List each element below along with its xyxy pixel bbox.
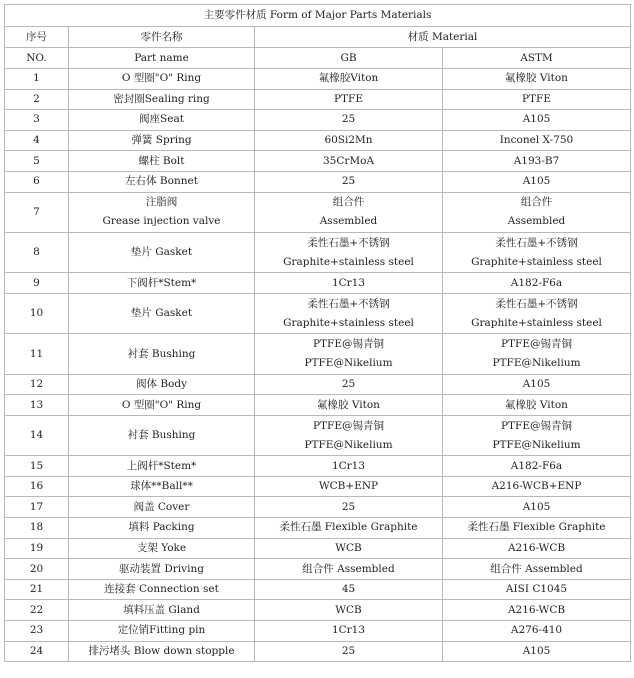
gb-material-cell [255, 89, 443, 110]
row-number: 3 [5, 110, 69, 131]
gb-material-cell [255, 538, 443, 559]
gb-material-cell [255, 151, 443, 172]
gb-material-cell [255, 130, 443, 151]
row-number: 13 [5, 395, 69, 416]
astm-material-cell [443, 415, 631, 455]
header-gb: GB [255, 48, 443, 69]
gb-material-cell [255, 600, 443, 621]
gb-material-text: Graphite+stainless steel [283, 316, 414, 329]
astm-material-text: 氟橡胶 Viton [505, 398, 568, 411]
part-name-cell [69, 334, 255, 374]
astm-material-text: Graphite+stainless steel [471, 316, 602, 329]
astm-material-cell [443, 621, 631, 642]
gb-material-cell [255, 293, 443, 333]
gb-material-text: 柔性石墨+不锈钢 [307, 236, 390, 249]
astm-material-cell [443, 232, 631, 272]
gb-material-cell [255, 456, 443, 477]
row-number: 10 [5, 293, 69, 333]
row-number: 14 [5, 415, 69, 455]
gb-material-text: PTFE@锡青铜 [312, 419, 385, 432]
part-name-text: 螺柱 Bolt [138, 154, 185, 167]
row-number: 4 [5, 130, 69, 151]
gb-material-text: 组合件 [332, 196, 365, 209]
part-name-cell [69, 621, 255, 642]
gb-material-text: 氟橡胶 Viton [317, 398, 380, 411]
astm-material-text: A276-410 [510, 624, 563, 637]
gb-material-text: PTFE [333, 92, 364, 105]
gb-material-text: WCB [335, 603, 362, 616]
header-no-en: NO. [5, 48, 69, 69]
table-row [5, 374, 631, 395]
header-part-cn: 零件名称 [69, 27, 255, 48]
astm-material-text: PTFE@Nikelium [492, 438, 581, 451]
astm-material-text: A216-WCB [507, 541, 566, 554]
table-row [5, 559, 631, 580]
astm-material-cell [443, 151, 631, 172]
astm-material-cell [443, 374, 631, 395]
astm-material-text: Assembled [507, 215, 566, 228]
astm-material-text: A105 [522, 175, 551, 188]
part-name-cell [69, 232, 255, 272]
table-row [5, 579, 631, 600]
part-name-text: O 型圈"O" Ring [121, 72, 202, 85]
astm-material-cell [443, 497, 631, 518]
gb-material-cell [255, 334, 443, 374]
table-row [5, 89, 631, 110]
astm-material-cell [443, 89, 631, 110]
astm-material-text: 组合件 Assembled [490, 562, 583, 575]
gb-material-text: PTFE@锡青铜 [312, 338, 385, 351]
part-name-text: 下阀杆*Stem* [126, 276, 197, 289]
astm-material-text: A105 [522, 500, 551, 513]
astm-material-text: A105 [522, 378, 551, 391]
materials-table [4, 4, 631, 662]
astm-material-text: A182-F6a [510, 276, 563, 289]
row-number: 2 [5, 89, 69, 110]
gb-material-text: Graphite+stainless steel [283, 255, 414, 268]
part-name-cell [69, 69, 255, 90]
table-row [5, 456, 631, 477]
astm-material-text: A216-WCB+ENP [491, 480, 582, 493]
table-row [5, 130, 631, 151]
astm-material-text: 柔性石墨+不锈钢 [495, 236, 578, 249]
gb-material-text: 柔性石墨+不锈钢 [307, 297, 390, 310]
table-row [5, 621, 631, 642]
table-row [5, 273, 631, 294]
header-astm: ASTM [443, 48, 631, 69]
gb-material-text: 1Cr13 [331, 459, 366, 472]
row-number: 6 [5, 171, 69, 192]
astm-material-cell [443, 293, 631, 333]
row-number: 21 [5, 579, 69, 600]
part-name-text: 注脂阀 [145, 196, 178, 209]
row-number: 18 [5, 518, 69, 539]
table-row [5, 395, 631, 416]
part-name-cell [69, 518, 255, 539]
gb-material-text: 45 [341, 583, 356, 596]
part-name-text: 阀座Seat [139, 113, 184, 126]
gb-material-cell [255, 374, 443, 395]
part-name-cell [69, 273, 255, 294]
part-name-text: Grease injection valve [102, 215, 221, 228]
row-number: 5 [5, 151, 69, 172]
row-number: 8 [5, 232, 69, 272]
astm-material-text: A216-WCB [507, 603, 566, 616]
astm-material-text: A193-B7 [513, 154, 560, 167]
part-name-text: O 型圈"O" Ring [121, 398, 202, 411]
gb-material-text: 1Cr13 [331, 624, 366, 637]
astm-material-text: A105 [522, 113, 551, 126]
table-row [5, 641, 631, 662]
table-row [5, 518, 631, 539]
part-name-text: 驱动装置 Driving [119, 562, 204, 575]
astm-material-text: 氟橡胶 Viton [505, 72, 568, 85]
astm-material-text: PTFE@锡青铜 [500, 338, 573, 351]
header-material: 材质 Material [255, 27, 631, 48]
gb-material-cell [255, 232, 443, 272]
table-row [5, 171, 631, 192]
gb-material-cell [255, 415, 443, 455]
part-name-text: 衬套 Bushing [127, 347, 196, 360]
astm-material-cell [443, 273, 631, 294]
table-row [5, 110, 631, 131]
row-number: 12 [5, 374, 69, 395]
part-name-cell [69, 130, 255, 151]
row-number: 22 [5, 600, 69, 621]
astm-material-cell [443, 171, 631, 192]
astm-material-cell [443, 579, 631, 600]
row-number: 7 [5, 192, 69, 232]
gb-material-text: Assembled [319, 215, 378, 228]
row-number: 9 [5, 273, 69, 294]
part-name-cell [69, 497, 255, 518]
part-name-cell [69, 171, 255, 192]
part-name-cell [69, 600, 255, 621]
header-part-en: Part name [69, 48, 255, 69]
part-name-text: 密封圈Sealing ring [113, 92, 210, 105]
table-row [5, 600, 631, 621]
part-name-cell [69, 538, 255, 559]
gb-material-text: WCB+ENP [318, 480, 379, 493]
astm-material-text: PTFE@锡青铜 [500, 419, 573, 432]
gb-material-cell [255, 171, 443, 192]
part-name-text: 排污堵头 Blow down stopple [88, 644, 235, 657]
gb-material-text: 柔性石墨 Flexible Graphite [279, 521, 418, 534]
astm-material-cell [443, 641, 631, 662]
astm-material-cell [443, 600, 631, 621]
astm-material-cell [443, 130, 631, 151]
astm-material-cell [443, 334, 631, 374]
gb-material-text: PTFE@Nikelium [304, 357, 393, 370]
part-name-cell [69, 374, 255, 395]
part-name-text: 衬套 Bushing [127, 429, 196, 442]
part-name-text: 阀盖 Cover [133, 500, 190, 513]
row-number: 17 [5, 497, 69, 518]
astm-material-text: AISI C1045 [505, 583, 568, 596]
row-number: 11 [5, 334, 69, 374]
astm-material-cell [443, 69, 631, 90]
astm-material-cell [443, 192, 631, 232]
gb-material-cell [255, 497, 443, 518]
astm-material-text: Inconel X-750 [499, 134, 574, 147]
header-no-cn: 序号 [5, 27, 69, 48]
gb-material-text: 25 [341, 175, 356, 188]
astm-material-text: 组合件 [520, 196, 553, 209]
part-name-cell [69, 293, 255, 333]
part-name-cell [69, 476, 255, 497]
gb-material-cell [255, 641, 443, 662]
astm-material-cell [443, 476, 631, 497]
gb-material-cell [255, 518, 443, 539]
part-name-cell [69, 456, 255, 477]
table-row [5, 334, 631, 374]
part-name-cell [69, 89, 255, 110]
gb-material-text: 25 [341, 644, 356, 657]
table-title: 主要零件材质 Form of Major Parts Materials [5, 5, 631, 27]
table-row [5, 151, 631, 172]
part-name-cell [69, 395, 255, 416]
row-number: 20 [5, 559, 69, 580]
gb-material-text: 60Si2Mn [324, 134, 373, 147]
table-row [5, 69, 631, 90]
table-row [5, 538, 631, 559]
part-name-text: 阀体 Body [135, 378, 188, 391]
part-name-text: 弹簧 Spring [131, 134, 192, 147]
part-name-text: 垫片 Gasket [130, 307, 193, 320]
row-number: 24 [5, 641, 69, 662]
part-name-text: 支架 Yoke [136, 541, 187, 554]
row-number: 23 [5, 621, 69, 642]
gb-material-text: 组合件 Assembled [302, 562, 395, 575]
part-name-cell [69, 192, 255, 232]
part-name-cell [69, 579, 255, 600]
astm-material-cell [443, 395, 631, 416]
table-row [5, 415, 631, 455]
gb-material-text: 氟橡胶Viton [318, 72, 379, 85]
gb-material-text: 35CrMoA [322, 154, 375, 167]
astm-material-cell [443, 559, 631, 580]
gb-material-text: 25 [341, 378, 356, 391]
gb-material-cell [255, 476, 443, 497]
gb-material-text: 1Cr13 [331, 276, 366, 289]
part-name-cell [69, 641, 255, 662]
part-name-text: 连接套 Connection set [104, 583, 219, 596]
gb-material-cell [255, 69, 443, 90]
row-number: 19 [5, 538, 69, 559]
row-number: 1 [5, 69, 69, 90]
gb-material-cell [255, 559, 443, 580]
astm-material-text: PTFE [521, 92, 552, 105]
astm-material-cell [443, 538, 631, 559]
table-row [5, 476, 631, 497]
part-name-cell [69, 151, 255, 172]
gb-material-cell [255, 579, 443, 600]
part-name-text: 垫片 Gasket [130, 246, 193, 259]
gb-material-text: WCB [335, 541, 362, 554]
table-row [5, 192, 631, 232]
part-name-text: 定位销Fitting pin [117, 624, 206, 637]
astm-material-text: 柔性石墨 Flexible Graphite [467, 521, 606, 534]
gb-material-cell [255, 621, 443, 642]
gb-material-cell [255, 192, 443, 232]
astm-material-cell [443, 518, 631, 539]
astm-material-text: 柔性石墨+不锈钢 [495, 297, 578, 310]
part-name-text: 左右体 Bonnet [125, 175, 198, 188]
gb-material-cell [255, 395, 443, 416]
row-number: 15 [5, 456, 69, 477]
astm-material-cell [443, 456, 631, 477]
part-name-text: 球体**Ball** [130, 480, 193, 493]
astm-material-text: PTFE@Nikelium [492, 357, 581, 370]
part-name-cell [69, 559, 255, 580]
part-name-cell [69, 415, 255, 455]
gb-material-text: PTFE@Nikelium [304, 438, 393, 451]
astm-material-text: A182-F6a [510, 459, 563, 472]
astm-material-text: Graphite+stainless steel [471, 255, 602, 268]
table-row [5, 497, 631, 518]
row-number: 16 [5, 476, 69, 497]
part-name-cell [69, 110, 255, 131]
gb-material-text: 25 [341, 113, 356, 126]
astm-material-text: A105 [522, 644, 551, 657]
part-name-text: 填料压盖 Gland [123, 603, 200, 616]
part-name-text: 填料 Packing [128, 521, 195, 534]
gb-material-text: 25 [341, 500, 356, 513]
gb-material-cell [255, 110, 443, 131]
gb-material-cell [255, 273, 443, 294]
table-row [5, 232, 631, 272]
table-row [5, 293, 631, 333]
astm-material-cell [443, 110, 631, 131]
part-name-text: 上阀杆*Stem* [126, 459, 197, 472]
